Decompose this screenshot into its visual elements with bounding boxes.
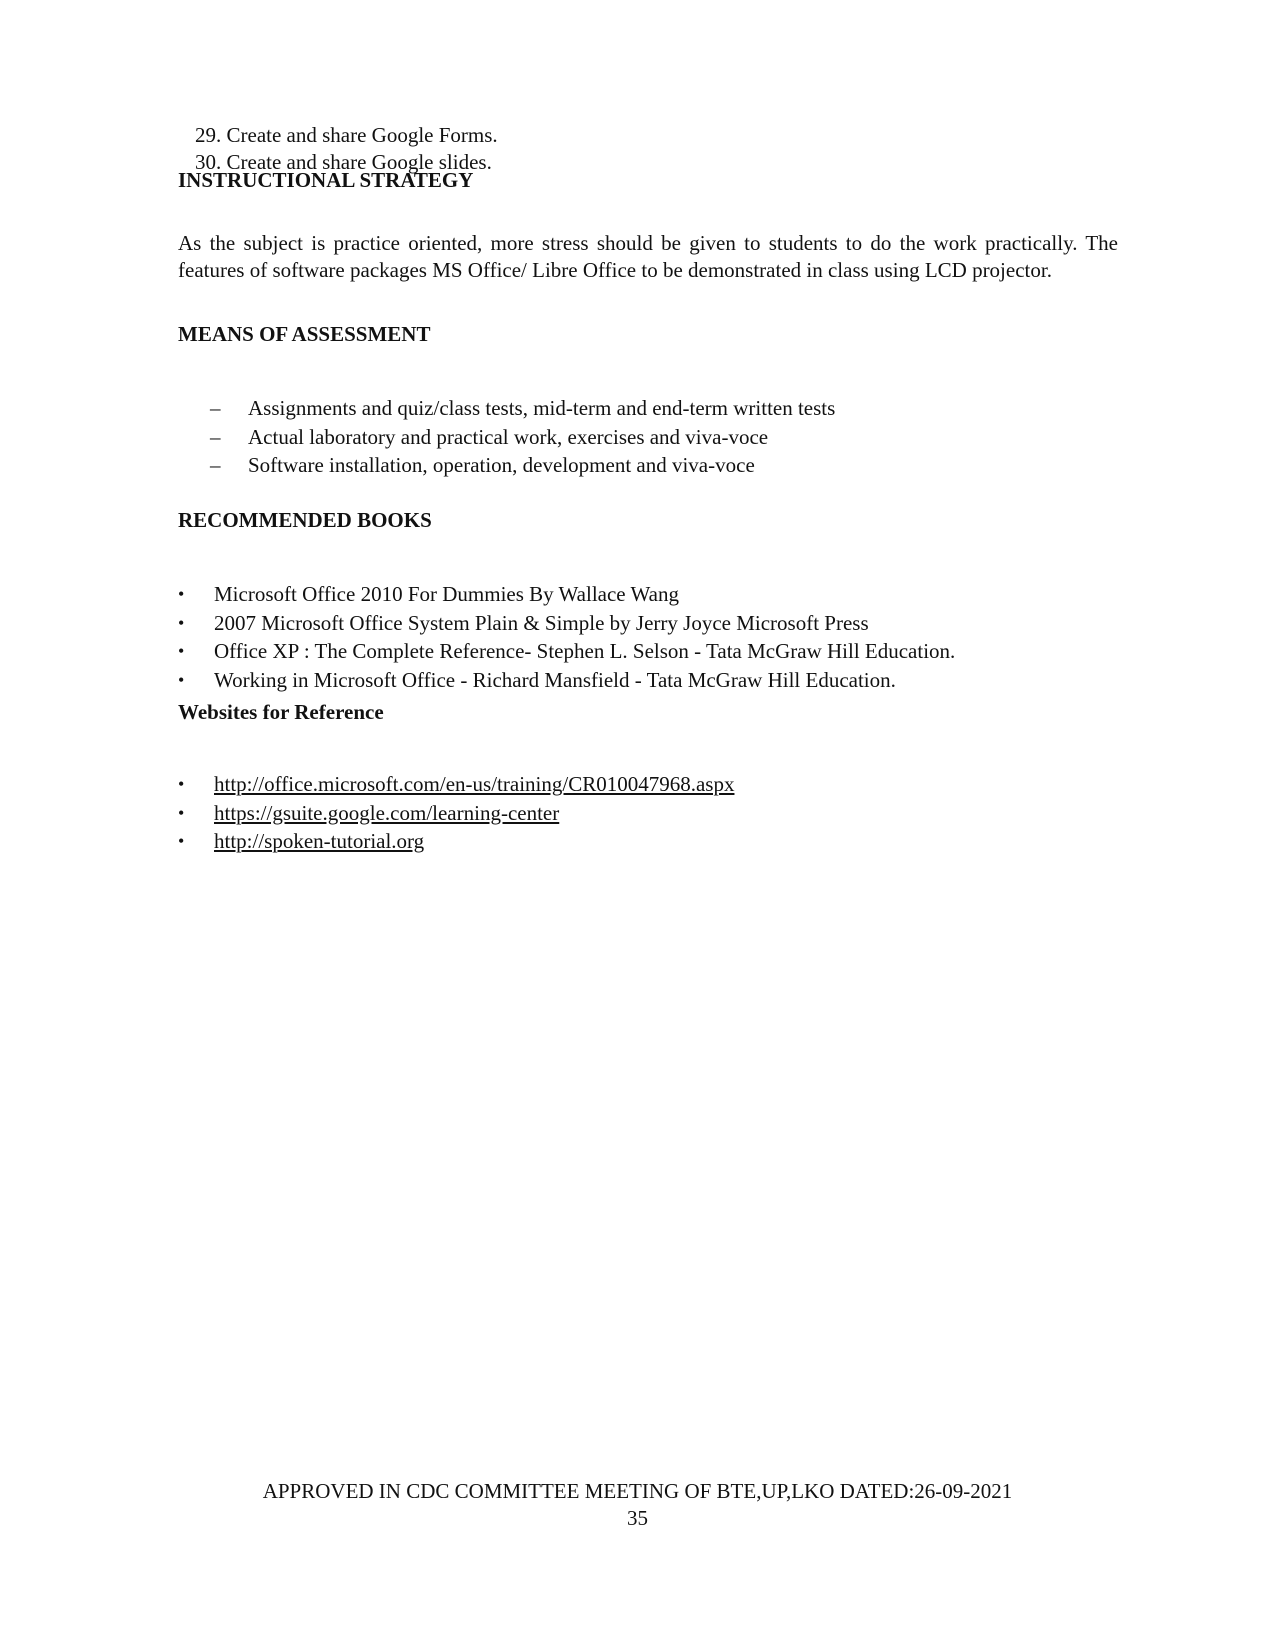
- bullet-marker: •: [178, 612, 185, 633]
- books-list: [178, 580, 955, 694]
- assessment-list: [210, 394, 835, 480]
- bullet-marker: •: [178, 641, 185, 661]
- website-link[interactable]: https://gsuite.google.com/learning-center: [214, 800, 560, 825]
- list-item: [178, 799, 734, 828]
- list-item: 29. Create and share Google Forms.: [195, 123, 498, 147]
- bullet-marker: •: [178, 774, 185, 794]
- dash-marker: –: [210, 453, 221, 477]
- list-item: [178, 666, 955, 695]
- websites-list: [178, 770, 734, 856]
- heading-instructional-strategy: INSTRUCTIONAL STRATEGY: [178, 168, 474, 192]
- list-item: [210, 423, 835, 452]
- assessment-item: Actual laboratory and practical work, exercises and viva-voce: [248, 424, 769, 449]
- instructional-strategy-paragraph: As the subject is practice oriented, more stress should be given to students to do the work practically. The features of software packages MS Office/ Libre Office to be demonstrated in class using LCD projector.: [178, 231, 1118, 282]
- bullet-marker: •: [178, 831, 185, 851]
- assessment-item: Assignments and quiz/class tests, mid-term and end-term written tests: [248, 396, 836, 420]
- book-item: 2007 Microsoft Office System Plain & Simple by Jerry Joyce Microsoft Press: [214, 610, 869, 635]
- list-item: [178, 770, 734, 799]
- bullet-marker: •: [178, 584, 185, 604]
- list-item: 30. Create and share Google slides.: [195, 150, 492, 174]
- list-item: [210, 394, 835, 423]
- dash-marker: –: [210, 424, 221, 449]
- list-item: [178, 609, 955, 638]
- list-item: [178, 827, 734, 856]
- website-link[interactable]: http://spoken-tutorial.org: [214, 829, 425, 853]
- heading-recommended-books: RECOMMENDED BOOKS: [178, 508, 432, 532]
- book-item: Working in Microsoft Office - Richard Mansfield - Tata McGraw Hill Education.: [214, 667, 896, 692]
- bullet-marker: •: [178, 802, 185, 823]
- dash-marker: –: [210, 396, 221, 420]
- page-number: 35: [627, 1506, 648, 1530]
- heading-means-of-assessment: MEANS OF ASSESSMENT: [178, 322, 431, 346]
- assessment-item: Software installation, operation, development and viva-voce: [248, 453, 755, 477]
- footer-approval: APPROVED IN CDC COMMITTEE MEETING OF BTE,UP,LKO DATED:26-09-2021: [262, 1479, 1013, 1503]
- list-item: [178, 580, 955, 609]
- book-item: Office XP : The Complete Reference- Stephen L. Selson - Tata McGraw Hill Education.: [214, 639, 956, 663]
- list-item: [178, 637, 955, 666]
- heading-websites-for-reference: Websites for Reference: [178, 700, 384, 724]
- list-item: [210, 451, 835, 480]
- book-item: Microsoft Office 2010 For Dummies By Wallace Wang: [214, 582, 679, 606]
- website-link[interactable]: http://office.microsoft.com/en-us/training/CR010047968.aspx: [214, 772, 735, 796]
- bullet-marker: •: [178, 669, 185, 690]
